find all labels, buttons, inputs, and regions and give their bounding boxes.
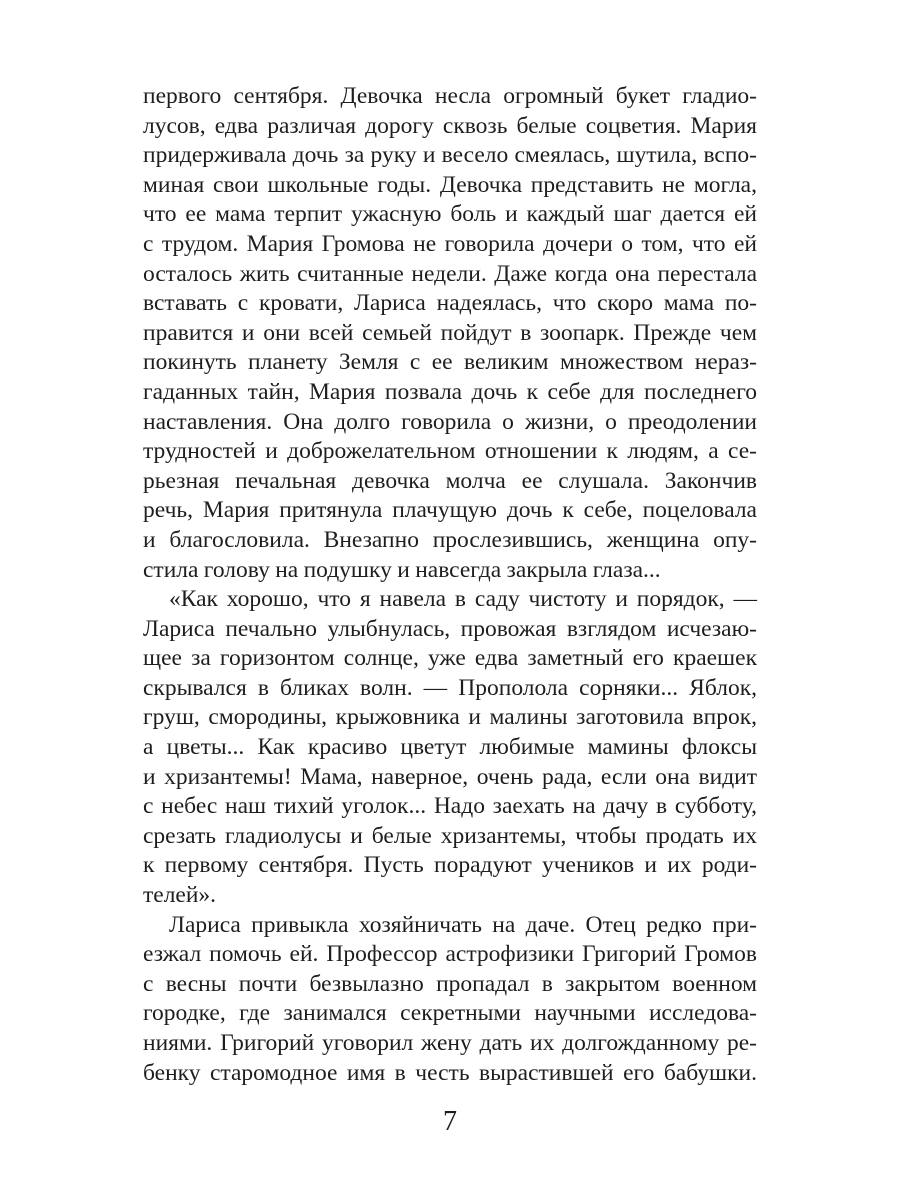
text-line: с весны почти безвылазно пропадал в закрытом военном [143,970,757,997]
text-line: покинуть планету Земля с ее великим множеством нераз- [143,349,757,376]
text-line: миная свои школьные годы. Девочка представить не могла, [143,171,757,198]
text-line: речь, Мария притянула плачущую дочь к себе, поцеловала [143,497,757,524]
text-line: ниями. Григорий уговорил жену дать их долгожданному ре- [143,1030,757,1056]
text-line: телей». [143,882,217,909]
text-line: срезать гладиолусы и белые хризантемы, чтобы продать их [143,822,757,849]
text-line: правится и они всей семьей пойдут в зоопарк. Прежде чем [143,319,757,346]
text-line: гаданных тайн, Мария позвала дочь к себе для последнего [143,378,757,405]
page-number: 7 [443,1106,457,1137]
text-line: придерживала дочь за руку и весело смеялась, шутила, вспо- [143,142,757,169]
text-line: бенку старомодное имя в честь вырастившей его бабушки. [143,1059,757,1086]
text-line: первого сентября. Девочка несла огромный букет гладио- [143,83,757,109]
text-line: и благословила. Внезапно прослезившись, женщина опу- [143,526,757,553]
text-line: с небес наш тихий уголок... Надо заехать на дачу в субботу, [143,793,757,820]
text-line: с трудом. Мария Громова не говорила дочери о том, что ей [143,230,757,257]
text-line: «Как хорошо, что я навела в саду чистоту и порядок, — [169,586,757,613]
text-line: Лариса привыкла хозяйничать на даче. Отец редко при- [169,911,757,938]
text-line: скрывался в бликах волн. — Прополола сорняки... Яблок, [143,674,757,701]
text-line: к первому сентября. Пусть порадуют учеников и их роди- [143,852,757,879]
text-line: и хризантемы! Мама, наверное, очень рада, если она видит [143,763,757,790]
text-line: груш, смородины, крыжовника и малины заготовила впрок, [143,704,757,731]
text-line: езжал помочь ей. Профессор астрофизики Григорий Громов [143,941,757,968]
text-line: что ее мама терпит ужасную боль и каждый шаг дается ей [143,201,757,228]
text-line: вставать с кровати, Лариса надеялась, что скоро мама по- [143,290,757,317]
text-line: Лариса печально улыбнулась, провожая взглядом исчезаю- [143,615,757,642]
text-line: стила голову на подушку и навсегда закрыла глаза... [143,556,661,583]
text-line: а цветы... Как красиво цветут любимые мамины флоксы [143,734,757,761]
text-line: городке, где занимался секретными научными исследова- [143,1000,757,1027]
text-line: рьезная печальная девочка молча ее слушала. Закончив [143,467,757,494]
body-text [143,82,757,1088]
text-line: трудностей и доброжелательном отношении к людям, а се- [143,438,757,465]
text-line: осталось жить считанные недели. Даже когда она перестала [143,260,757,287]
text-line: наставления. Она долго говорила о жизни, о преодолении [143,408,757,435]
text-line: щее за горизонтом солнце, уже едва заметный его краешек [143,645,757,672]
text-line: лусов, едва различая дорогу сквозь белые соцветия. Мария [143,112,757,139]
